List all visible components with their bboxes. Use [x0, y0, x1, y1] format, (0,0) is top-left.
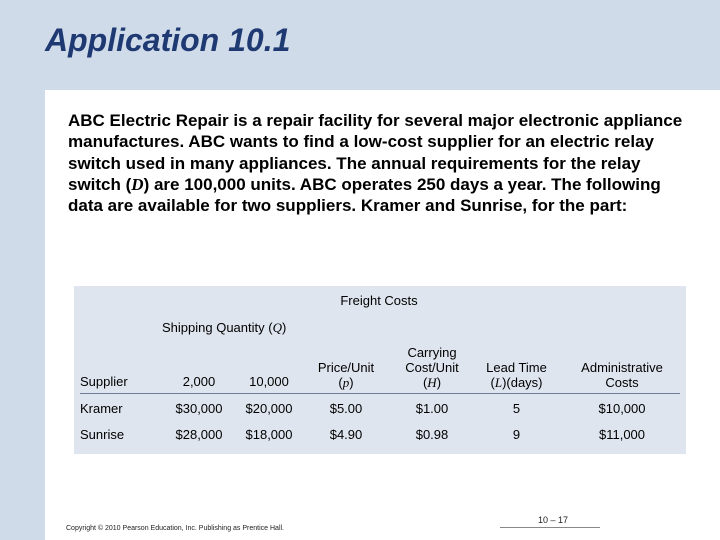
freight-costs-header: Freight Costs — [340, 293, 418, 308]
col-header-admin-costs: Administrative Costs — [581, 360, 663, 390]
problem-statement — [68, 110, 688, 216]
row-sunrise-price: $4.90 — [329, 427, 363, 442]
row-kramer-supplier: Kramer — [80, 401, 123, 416]
col-header-qty-10000: 10,000 — [249, 374, 289, 389]
col-header-carrying-cost: Carrying Cost/Unit (H) — [405, 345, 459, 390]
col-header-price: Price/Unit (p) — [317, 360, 375, 390]
p-symbol: p — [342, 374, 350, 390]
supplier-data-table — [74, 286, 686, 454]
row-sunrise-carrying: $0.98 — [415, 427, 449, 442]
left-decorative-band — [0, 0, 45, 540]
demand-symbol: D — [131, 174, 144, 194]
row-kramer-q2: $20,000 — [245, 401, 293, 416]
col-header-lead-time: Lead Time (L)(days) — [486, 360, 547, 390]
row-sunrise-q1: $28,000 — [175, 427, 223, 442]
row-kramer-carrying: $1.00 — [415, 401, 449, 416]
row-kramer-q1: $30,000 — [175, 401, 223, 416]
row-kramer-lead: 5 — [512, 401, 521, 416]
q-symbol: Q — [272, 320, 282, 335]
row-sunrise-lead: 9 — [512, 427, 521, 442]
col-header-qty-2000: 2,000 — [182, 374, 216, 389]
page-number-rule — [500, 527, 600, 528]
l-symbol: L — [494, 374, 503, 390]
row-kramer-admin: $10,000 — [598, 401, 646, 416]
page-number: 10 – 17 — [538, 515, 569, 525]
row-kramer-price: $5.00 — [329, 401, 363, 416]
row-sunrise-q2: $18,000 — [245, 427, 293, 442]
intro-part-1: ABC Electric Repair is a repair facility for several major electronic appliance manufactures. ABC wants to find a low-cost supplier for an electric relay switch used in many appliances. The annual requirements for the relay switch ( — [68, 111, 683, 194]
shipping-quantity-header: Shipping Quantity (Q) — [162, 320, 287, 335]
h-symbol: H — [427, 374, 437, 390]
copyright-notice: Copyright © 2010 Pearson Education, Inc. Publishing as Prentice Hall. — [66, 525, 285, 532]
row-sunrise-admin: $11,000 — [598, 427, 646, 442]
header-divider — [80, 393, 680, 394]
row-sunrise-supplier: Sunrise — [80, 427, 125, 442]
slide-title: Application 10.1 — [45, 22, 291, 58]
intro-part-2: ) are 100,000 units. ABC operates 250 days a year. The following data are available for two suppliers. Kramer and Sunrise, for the part: — [68, 174, 661, 215]
col-header-supplier: Supplier — [80, 374, 128, 389]
